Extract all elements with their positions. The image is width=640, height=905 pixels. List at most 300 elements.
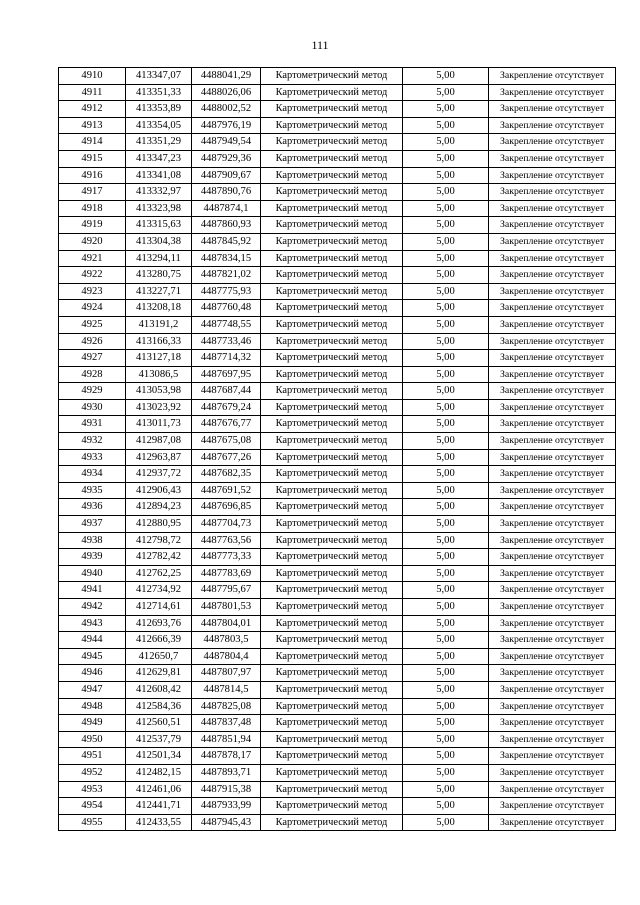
point-number-cell: 4940 (59, 565, 126, 582)
table-row (59, 582, 616, 599)
page-number: 111 (311, 38, 329, 52)
precision-cell: 5,00 (403, 599, 489, 616)
y-coordinate-cell: 4487834,15 (192, 250, 261, 267)
point-number-cell: 4924 (59, 300, 126, 317)
x-coordinate-cell: 413323,98 (126, 200, 192, 217)
table-row (59, 449, 616, 466)
precision-cell: 5,00 (403, 399, 489, 416)
table-row (59, 433, 616, 450)
point-number-cell: 4946 (59, 665, 126, 682)
method-cell: Картометрический метод (261, 532, 403, 549)
precision-cell: 5,00 (403, 416, 489, 433)
point-number-cell: 4921 (59, 250, 126, 267)
method-cell: Картометрический метод (261, 482, 403, 499)
table-row (59, 565, 616, 582)
point-number-cell: 4955 (59, 814, 126, 831)
y-coordinate-cell: 4487814,5 (192, 681, 261, 698)
fixation-cell: Закрепление отсутствует (489, 482, 616, 499)
fixation-cell: Закрепление отсутствует (489, 781, 616, 798)
fixation-cell: Закрепление отсутствует (489, 117, 616, 134)
method-cell: Картометрический метод (261, 814, 403, 831)
precision-cell: 5,00 (403, 681, 489, 698)
method-cell: Картометрический метод (261, 449, 403, 466)
y-coordinate-cell: 4487874,1 (192, 200, 261, 217)
point-number-cell: 4915 (59, 150, 126, 167)
fixation-cell: Закрепление отсутствует (489, 350, 616, 367)
method-cell: Картометрический метод (261, 117, 403, 134)
method-cell: Картометрический метод (261, 516, 403, 533)
y-coordinate-cell: 4487909,67 (192, 167, 261, 184)
y-coordinate-cell: 4487890,76 (192, 184, 261, 201)
method-cell: Картометрический метод (261, 632, 403, 649)
fixation-cell: Закрепление отсутствует (489, 316, 616, 333)
x-coordinate-cell: 412433,55 (126, 814, 192, 831)
y-coordinate-cell: 4487801,53 (192, 599, 261, 616)
table-row (59, 516, 616, 533)
method-cell: Картометрический метод (261, 599, 403, 616)
x-coordinate-cell: 412693,76 (126, 615, 192, 632)
x-coordinate-cell: 412906,43 (126, 482, 192, 499)
fixation-cell: Закрепление отсутствует (489, 764, 616, 781)
table-row (59, 68, 616, 85)
y-coordinate-cell: 4487677,26 (192, 449, 261, 466)
precision-cell: 5,00 (403, 582, 489, 599)
fixation-cell: Закрепление отсутствует (489, 217, 616, 234)
coordinates-table-body (59, 68, 616, 831)
point-number-cell: 4912 (59, 101, 126, 118)
x-coordinate-cell: 413353,89 (126, 101, 192, 118)
point-number-cell: 4936 (59, 499, 126, 516)
table-row (59, 167, 616, 184)
fixation-cell: Закрепление отсутствует (489, 516, 616, 533)
precision-cell: 5,00 (403, 499, 489, 516)
fixation-cell: Закрепление отсутствует (489, 731, 616, 748)
table-row (59, 798, 616, 815)
precision-cell: 5,00 (403, 101, 489, 118)
method-cell: Картометрический метод (261, 350, 403, 367)
coordinates-table (58, 67, 616, 831)
y-coordinate-cell: 4488026,06 (192, 84, 261, 101)
method-cell: Картометрический метод (261, 582, 403, 599)
table-row (59, 300, 616, 317)
x-coordinate-cell: 413127,18 (126, 350, 192, 367)
y-coordinate-cell: 4487929,36 (192, 150, 261, 167)
x-coordinate-cell: 412762,25 (126, 565, 192, 582)
x-coordinate-cell: 412782,42 (126, 549, 192, 566)
point-number-cell: 4943 (59, 615, 126, 632)
precision-cell: 5,00 (403, 715, 489, 732)
fixation-cell: Закрепление отсутствует (489, 499, 616, 516)
table-row (59, 150, 616, 167)
table-row (59, 781, 616, 798)
precision-cell: 5,00 (403, 283, 489, 300)
x-coordinate-cell: 412894,23 (126, 499, 192, 516)
method-cell: Картометрический метод (261, 648, 403, 665)
table-row (59, 681, 616, 698)
fixation-cell: Закрепление отсутствует (489, 84, 616, 101)
x-coordinate-cell: 412987,08 (126, 433, 192, 450)
method-cell: Картометрический метод (261, 283, 403, 300)
fixation-cell: Закрепление отсутствует (489, 184, 616, 201)
precision-cell: 5,00 (403, 648, 489, 665)
table-row (59, 466, 616, 483)
x-coordinate-cell: 412734,92 (126, 582, 192, 599)
point-number-cell: 4920 (59, 233, 126, 250)
fixation-cell: Закрепление отсутствует (489, 565, 616, 582)
x-coordinate-cell: 413315,63 (126, 217, 192, 234)
point-number-cell: 4951 (59, 748, 126, 765)
x-coordinate-cell: 413280,75 (126, 267, 192, 284)
method-cell: Картометрический метод (261, 399, 403, 416)
method-cell: Картометрический метод (261, 167, 403, 184)
y-coordinate-cell: 4487945,43 (192, 814, 261, 831)
x-coordinate-cell: 412441,71 (126, 798, 192, 815)
precision-cell: 5,00 (403, 300, 489, 317)
table-row (59, 350, 616, 367)
precision-cell: 5,00 (403, 764, 489, 781)
precision-cell: 5,00 (403, 466, 489, 483)
table-row (59, 101, 616, 118)
point-number-cell: 4931 (59, 416, 126, 433)
x-coordinate-cell: 413294,11 (126, 250, 192, 267)
point-number-cell: 4935 (59, 482, 126, 499)
table-row (59, 532, 616, 549)
precision-cell: 5,00 (403, 316, 489, 333)
table-row (59, 665, 616, 682)
precision-cell: 5,00 (403, 233, 489, 250)
x-coordinate-cell: 413341,08 (126, 167, 192, 184)
point-number-cell: 4952 (59, 764, 126, 781)
y-coordinate-cell: 4487804,4 (192, 648, 261, 665)
fixation-cell: Закрепление отсутствует (489, 68, 616, 85)
x-coordinate-cell: 412714,61 (126, 599, 192, 616)
precision-cell: 5,00 (403, 134, 489, 151)
method-cell: Картометрический метод (261, 101, 403, 118)
point-number-cell: 4919 (59, 217, 126, 234)
point-number-cell: 4918 (59, 200, 126, 217)
method-cell: Картометрический метод (261, 316, 403, 333)
method-cell: Картометрический метод (261, 698, 403, 715)
precision-cell: 5,00 (403, 698, 489, 715)
fixation-cell: Закрепление отсутствует (489, 532, 616, 549)
y-coordinate-cell: 4487679,24 (192, 399, 261, 416)
x-coordinate-cell: 412937,72 (126, 466, 192, 483)
y-coordinate-cell: 4487845,92 (192, 233, 261, 250)
precision-cell: 5,00 (403, 731, 489, 748)
fixation-cell: Закрепление отсутствует (489, 814, 616, 831)
fixation-cell: Закрепление отсутствует (489, 549, 616, 566)
method-cell: Картометрический метод (261, 200, 403, 217)
table-row (59, 200, 616, 217)
fixation-cell: Закрепление отсутствует (489, 798, 616, 815)
y-coordinate-cell: 4487697,95 (192, 366, 261, 383)
precision-cell: 5,00 (403, 68, 489, 85)
method-cell: Картометрический метод (261, 681, 403, 698)
table-row (59, 499, 616, 516)
point-number-cell: 4933 (59, 449, 126, 466)
fixation-cell: Закрепление отсутствует (489, 715, 616, 732)
precision-cell: 5,00 (403, 217, 489, 234)
table-row (59, 748, 616, 765)
fixation-cell: Закрепление отсутствует (489, 449, 616, 466)
precision-cell: 5,00 (403, 117, 489, 134)
point-number-cell: 4944 (59, 632, 126, 649)
method-cell: Картометрический метод (261, 233, 403, 250)
method-cell: Картометрический метод (261, 300, 403, 317)
x-coordinate-cell: 412461,06 (126, 781, 192, 798)
precision-cell: 5,00 (403, 449, 489, 466)
point-number-cell: 4911 (59, 84, 126, 101)
point-number-cell: 4954 (59, 798, 126, 815)
method-cell: Картометрический метод (261, 615, 403, 632)
y-coordinate-cell: 4487851,94 (192, 731, 261, 748)
fixation-cell: Закрепление отсутствует (489, 366, 616, 383)
precision-cell: 5,00 (403, 383, 489, 400)
y-coordinate-cell: 4487675,08 (192, 433, 261, 450)
point-number-cell: 4941 (59, 582, 126, 599)
precision-cell: 5,00 (403, 200, 489, 217)
method-cell: Картометрический метод (261, 383, 403, 400)
x-coordinate-cell: 413351,29 (126, 134, 192, 151)
precision-cell: 5,00 (403, 798, 489, 815)
method-cell: Картометрический метод (261, 748, 403, 765)
point-number-cell: 4942 (59, 599, 126, 616)
x-coordinate-cell: 412560,51 (126, 715, 192, 732)
method-cell: Картометрический метод (261, 333, 403, 350)
point-number-cell: 4927 (59, 350, 126, 367)
precision-cell: 5,00 (403, 333, 489, 350)
precision-cell: 5,00 (403, 167, 489, 184)
x-coordinate-cell: 412537,79 (126, 731, 192, 748)
table-row (59, 549, 616, 566)
point-number-cell: 4947 (59, 681, 126, 698)
fixation-cell: Закрепление отсутствует (489, 101, 616, 118)
y-coordinate-cell: 4487714,32 (192, 350, 261, 367)
method-cell: Картометрический метод (261, 731, 403, 748)
method-cell: Картометрический метод (261, 217, 403, 234)
y-coordinate-cell: 4487878,17 (192, 748, 261, 765)
method-cell: Картометрический метод (261, 184, 403, 201)
method-cell: Картометрический метод (261, 764, 403, 781)
y-coordinate-cell: 4487893,71 (192, 764, 261, 781)
table-row (59, 648, 616, 665)
precision-cell: 5,00 (403, 748, 489, 765)
y-coordinate-cell: 4487783,69 (192, 565, 261, 582)
method-cell: Картометрический метод (261, 565, 403, 582)
x-coordinate-cell: 412963,87 (126, 449, 192, 466)
y-coordinate-cell: 4487733,46 (192, 333, 261, 350)
table-row (59, 632, 616, 649)
x-coordinate-cell: 413086,5 (126, 366, 192, 383)
fixation-cell: Закрепление отсутствует (489, 267, 616, 284)
table-row (59, 316, 616, 333)
precision-cell: 5,00 (403, 781, 489, 798)
x-coordinate-cell: 413354,05 (126, 117, 192, 134)
table-row (59, 84, 616, 101)
precision-cell: 5,00 (403, 433, 489, 450)
fixation-cell: Закрепление отсутствует (489, 433, 616, 450)
fixation-cell: Закрепление отсутствует (489, 632, 616, 649)
fixation-cell: Закрепление отсутствует (489, 748, 616, 765)
method-cell: Картометрический метод (261, 433, 403, 450)
y-coordinate-cell: 4487825,08 (192, 698, 261, 715)
method-cell: Картометрический метод (261, 499, 403, 516)
point-number-cell: 4914 (59, 134, 126, 151)
table-row (59, 383, 616, 400)
precision-cell: 5,00 (403, 532, 489, 549)
x-coordinate-cell: 412666,39 (126, 632, 192, 649)
y-coordinate-cell: 4487773,33 (192, 549, 261, 566)
method-cell: Картометрический метод (261, 798, 403, 815)
y-coordinate-cell: 4487804,01 (192, 615, 261, 632)
fixation-cell: Закрепление отсутствует (489, 300, 616, 317)
fixation-cell: Закрепление отсутствует (489, 383, 616, 400)
point-number-cell: 4953 (59, 781, 126, 798)
precision-cell: 5,00 (403, 814, 489, 831)
point-number-cell: 4939 (59, 549, 126, 566)
fixation-cell: Закрепление отсутствует (489, 599, 616, 616)
y-coordinate-cell: 4487763,56 (192, 532, 261, 549)
x-coordinate-cell: 412650,7 (126, 648, 192, 665)
x-coordinate-cell: 413053,98 (126, 383, 192, 400)
point-number-cell: 4917 (59, 184, 126, 201)
precision-cell: 5,00 (403, 482, 489, 499)
precision-cell: 5,00 (403, 632, 489, 649)
table-row (59, 233, 616, 250)
table-row (59, 698, 616, 715)
precision-cell: 5,00 (403, 516, 489, 533)
point-number-cell: 4928 (59, 366, 126, 383)
point-number-cell: 4930 (59, 399, 126, 416)
fixation-cell: Закрепление отсутствует (489, 698, 616, 715)
x-coordinate-cell: 412584,36 (126, 698, 192, 715)
point-number-cell: 4925 (59, 316, 126, 333)
table-row (59, 482, 616, 499)
table-row (59, 416, 616, 433)
fixation-cell: Закрепление отсутствует (489, 167, 616, 184)
y-coordinate-cell: 4487760,48 (192, 300, 261, 317)
x-coordinate-cell: 413208,18 (126, 300, 192, 317)
method-cell: Картометрический метод (261, 134, 403, 151)
y-coordinate-cell: 4487696,85 (192, 499, 261, 516)
precision-cell: 5,00 (403, 615, 489, 632)
fixation-cell: Закрепление отсутствует (489, 466, 616, 483)
x-coordinate-cell: 413304,38 (126, 233, 192, 250)
precision-cell: 5,00 (403, 267, 489, 284)
point-number-cell: 4950 (59, 731, 126, 748)
precision-cell: 5,00 (403, 150, 489, 167)
point-number-cell: 4949 (59, 715, 126, 732)
method-cell: Картометрический метод (261, 267, 403, 284)
y-coordinate-cell: 4487821,02 (192, 267, 261, 284)
x-coordinate-cell: 412798,72 (126, 532, 192, 549)
x-coordinate-cell: 413191,2 (126, 316, 192, 333)
table-row (59, 250, 616, 267)
point-number-cell: 4916 (59, 167, 126, 184)
fixation-cell: Закрепление отсутствует (489, 648, 616, 665)
method-cell: Картометрический метод (261, 715, 403, 732)
method-cell: Картометрический метод (261, 466, 403, 483)
fixation-cell: Закрепление отсутствует (489, 250, 616, 267)
y-coordinate-cell: 4487704,73 (192, 516, 261, 533)
table-row (59, 333, 616, 350)
fixation-cell: Закрепление отсутствует (489, 333, 616, 350)
table-row (59, 731, 616, 748)
fixation-cell: Закрепление отсутствует (489, 681, 616, 698)
y-coordinate-cell: 4487915,38 (192, 781, 261, 798)
precision-cell: 5,00 (403, 250, 489, 267)
method-cell: Картометрический метод (261, 84, 403, 101)
fixation-cell: Закрепление отсутствует (489, 416, 616, 433)
x-coordinate-cell: 413332,97 (126, 184, 192, 201)
point-number-cell: 4948 (59, 698, 126, 715)
table-row (59, 615, 616, 632)
table-row (59, 399, 616, 416)
y-coordinate-cell: 4487687,44 (192, 383, 261, 400)
x-coordinate-cell: 413351,33 (126, 84, 192, 101)
x-coordinate-cell: 413347,23 (126, 150, 192, 167)
fixation-cell: Закрепление отсутствует (489, 399, 616, 416)
table-row (59, 764, 616, 781)
method-cell: Картометрический метод (261, 366, 403, 383)
point-number-cell: 4913 (59, 117, 126, 134)
x-coordinate-cell: 412482,15 (126, 764, 192, 781)
method-cell: Картометрический метод (261, 549, 403, 566)
point-number-cell: 4926 (59, 333, 126, 350)
fixation-cell: Закрепление отсутствует (489, 582, 616, 599)
y-coordinate-cell: 4488041,29 (192, 68, 261, 85)
y-coordinate-cell: 4487837,48 (192, 715, 261, 732)
fixation-cell: Закрепление отсутствует (489, 200, 616, 217)
y-coordinate-cell: 4487807,97 (192, 665, 261, 682)
y-coordinate-cell: 4487748,55 (192, 316, 261, 333)
y-coordinate-cell: 4487933,99 (192, 798, 261, 815)
y-coordinate-cell: 4487676,77 (192, 416, 261, 433)
x-coordinate-cell: 413347,07 (126, 68, 192, 85)
y-coordinate-cell: 4487949,54 (192, 134, 261, 151)
precision-cell: 5,00 (403, 350, 489, 367)
table-row (59, 267, 616, 284)
point-number-cell: 4922 (59, 267, 126, 284)
table-row (59, 283, 616, 300)
table-row (59, 366, 616, 383)
table-row (59, 134, 616, 151)
point-number-cell: 4929 (59, 383, 126, 400)
table-row (59, 715, 616, 732)
y-coordinate-cell: 4487795,67 (192, 582, 261, 599)
x-coordinate-cell: 413166,33 (126, 333, 192, 350)
precision-cell: 5,00 (403, 184, 489, 201)
y-coordinate-cell: 4487775,93 (192, 283, 261, 300)
method-cell: Картометрический метод (261, 150, 403, 167)
y-coordinate-cell: 4487803,5 (192, 632, 261, 649)
precision-cell: 5,00 (403, 366, 489, 383)
method-cell: Картометрический метод (261, 781, 403, 798)
table-row (59, 814, 616, 831)
fixation-cell: Закрепление отсутствует (489, 233, 616, 250)
method-cell: Картометрический метод (261, 665, 403, 682)
table-row (59, 217, 616, 234)
fixation-cell: Закрепление отсутствует (489, 615, 616, 632)
point-number-cell: 4934 (59, 466, 126, 483)
precision-cell: 5,00 (403, 549, 489, 566)
x-coordinate-cell: 412629,81 (126, 665, 192, 682)
precision-cell: 5,00 (403, 665, 489, 682)
precision-cell: 5,00 (403, 565, 489, 582)
x-coordinate-cell: 412880,95 (126, 516, 192, 533)
x-coordinate-cell: 412608,42 (126, 681, 192, 698)
table-row (59, 117, 616, 134)
